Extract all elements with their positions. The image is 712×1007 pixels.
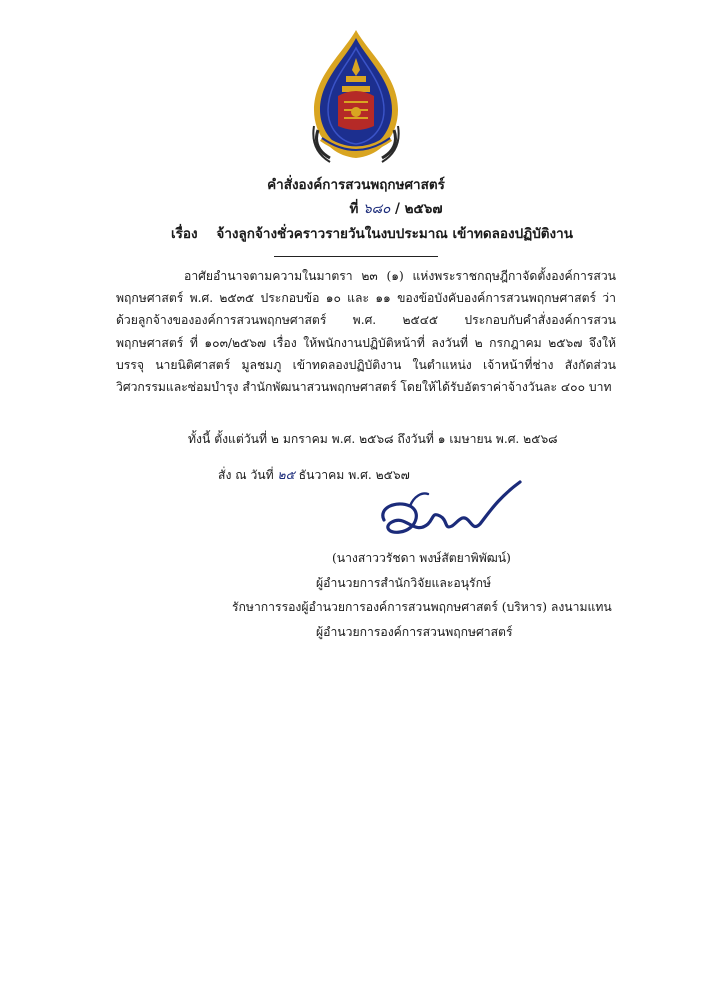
signed-suffix: ธันวาคม พ.ศ. ๒๕๖๗ bbox=[298, 468, 410, 482]
signature-icon bbox=[370, 478, 530, 550]
header-divider bbox=[274, 256, 438, 257]
effective-period: ทั้งนี้ ตั้งแต่วันที่ ๒ มกราคม พ.ศ. ๒๕๖๘ ถึงวันที่ ๑ เมษายน พ.ศ. ๒๕๖๘ bbox=[188, 432, 558, 446]
subject-text: จ้างลูกจ้างชั่วคราวรายวันในงบประมาณ เข้าทดลองปฏิบัติงาน bbox=[216, 226, 573, 242]
order-body: อาศัยอำนาจตามความในมาตรา ๒๓ (๑) แห่งพระราชกฤษฎีกาจัดตั้งองค์การสวนพฤกษศาสตร์ พ.ศ. ๒๕๓๕ ประกอบข้อ ๑๐ และ ๑๑ ของข้อบังคับองค์การสวนพฤกษศาสตร์ ว่าด้วยลูกจ้างขององค์การสวนพฤกษศาสตร์ พ.ศ. ๒๕๔๕ ประกอบกับคำสั่งองค์การสวนพฤกษศาสตร์ ที่ ๑๐๓/๒๕๖๗ เรื่อง ให้พนักงานปฏิบัติหน้าที่ ลงวันที่ ๒ กรกฎาคม ๒๕๖๗ จึงให้บรรจุ นายนิติศาสตร์ มูลชมภู เข้าทดลองปฏิบัติงาน ในตำแหน่ง เจ้าหน้าที่ช่าง สังกัดส่วนวิศวกรรมและซ่อมบำรุง สำนักพัฒนาสวนพฤกษศาสตร์ โดยให้ได้รับอัตราค่าจ้างวันละ ๔๐๐ บาท bbox=[116, 269, 616, 395]
order-subject bbox=[16, 222, 712, 244]
signer-position-2: รักษาการรองผู้อำนวยการองค์การสวนพฤกษศาสตร์ (บริหาร) ลงนามแทน bbox=[232, 600, 612, 614]
order-number-handwritten: ๖๘๐ bbox=[363, 201, 391, 217]
subject-label: เรื่อง bbox=[171, 226, 198, 242]
signer-position-1: ผู้อำนวยการสำนักวิจัยและอนุรักษ์ bbox=[316, 575, 491, 590]
signer-name: (นางสาววรัชดา พงษ์สัตยาพิพัฒน์) bbox=[332, 551, 511, 565]
signed-day-handwritten: ๒๕ bbox=[277, 468, 295, 482]
order-number-prefix: ที่ bbox=[349, 201, 359, 217]
signer-position-3: ผู้อำนวยการองค์การสวนพฤกษศาสตร์ bbox=[316, 624, 513, 639]
order-number bbox=[40, 197, 712, 219]
order-heading: คำสั่งองค์การสวนพฤกษศาสตร์ bbox=[267, 177, 445, 193]
order-number-suffix: / ๒๕๖๗ bbox=[395, 201, 443, 217]
organization-logo-icon bbox=[300, 26, 412, 174]
signed-prefix: สั่ง ณ วันที่ bbox=[218, 468, 274, 482]
signature-block bbox=[232, 546, 652, 644]
